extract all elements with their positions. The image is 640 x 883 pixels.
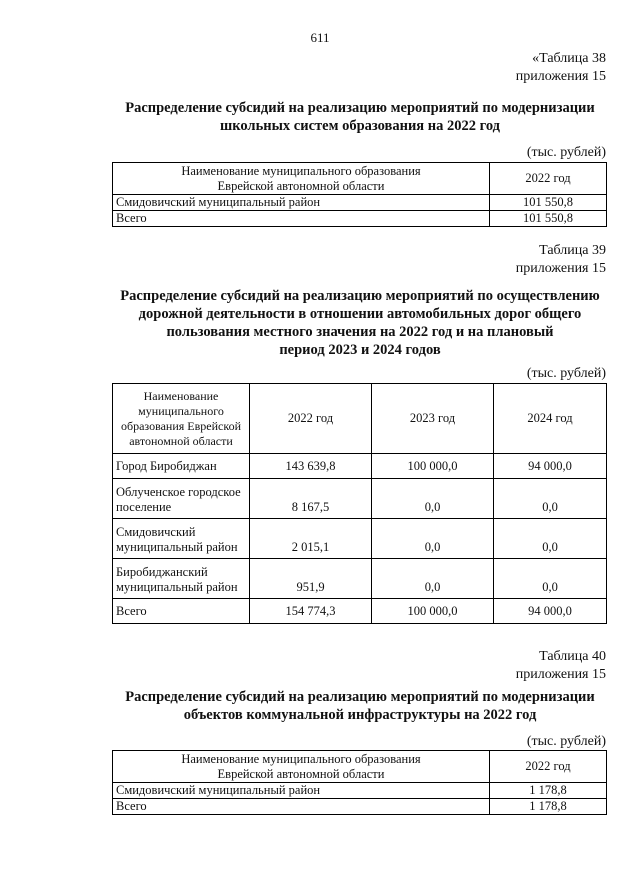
header-line: Наименование xyxy=(143,388,219,403)
title-line: Распределение субсидий на реализацию мероприятий по осуществлению xyxy=(120,288,600,304)
table-ref-line: Таблица 40 xyxy=(539,649,606,664)
header-line: муниципального xyxy=(138,403,224,418)
row-value: 101 550,8 xyxy=(490,211,607,227)
header-name-cell xyxy=(113,163,490,195)
table-ref-line: Таблица 39 xyxy=(539,243,606,258)
row-name: Смидовичский муниципальный район xyxy=(113,195,490,211)
row-name: Всего xyxy=(113,211,490,227)
table-38-reference xyxy=(516,50,606,86)
table-ref-line: приложения 15 xyxy=(515,667,606,682)
row-name: Всего xyxy=(113,799,490,815)
header-line: Еврейской автономной области xyxy=(217,178,385,193)
row-value-2024: 94 000,0 xyxy=(494,599,607,624)
header-line: автономной области xyxy=(129,433,233,448)
title-line: период 2023 и 2024 годов xyxy=(279,342,441,358)
table-ref-line: «Таблица 38 xyxy=(532,51,606,66)
table-row xyxy=(113,211,607,227)
table-row xyxy=(113,195,607,211)
title-line: школьных систем образования на 2022 год xyxy=(219,118,501,134)
table-row xyxy=(113,479,607,519)
table-39-title xyxy=(100,287,620,359)
header-line: Наименование муниципального образования xyxy=(181,751,421,766)
unit-label: (тыс. рублей) xyxy=(526,366,606,381)
table-40 xyxy=(112,750,607,815)
header-year-cell: 2024 год xyxy=(494,384,607,454)
table-row xyxy=(113,783,607,799)
row-name xyxy=(113,599,250,624)
row-name-line: Облученское городское xyxy=(116,485,241,499)
header-line: Еврейской автономной области xyxy=(217,766,385,781)
title-line: дорожной деятельности в отношении автомобильных дорог общего xyxy=(138,306,582,322)
row-value-2023: 100 000,0 xyxy=(372,599,494,624)
row-value-2022: 8 167,5 xyxy=(250,479,372,519)
table-39 xyxy=(112,383,607,624)
table-ref-line: приложения 15 xyxy=(515,261,606,276)
header-line: Наименование муниципального образования xyxy=(181,163,421,178)
header-year-cell: 2022 год xyxy=(490,163,607,195)
row-value-2022: 143 639,8 xyxy=(250,454,372,479)
row-name xyxy=(113,454,250,479)
header-year-cell: 2022 год xyxy=(250,384,372,454)
title-line: объектов коммунальной инфраструктуры на 2022 год xyxy=(183,707,537,723)
row-value: 1 178,8 xyxy=(490,799,607,815)
row-value-2023: 100 000,0 xyxy=(372,454,494,479)
table-40-title xyxy=(100,688,620,724)
title-line: пользования местного значения на 2022 год и на плановый xyxy=(166,324,554,340)
row-name-line: Смидовичский xyxy=(116,525,196,539)
row-name-line: Город Биробиджан xyxy=(116,458,217,473)
row-name-line: муниципальный район xyxy=(116,580,238,594)
table-row xyxy=(113,799,607,815)
header-year-cell: 2022 год xyxy=(490,751,607,783)
table-row xyxy=(113,559,607,599)
table-38-title xyxy=(100,99,620,135)
header-year-cell: 2023 год xyxy=(372,384,494,454)
table-row xyxy=(113,599,607,624)
row-value-2024: 0,0 xyxy=(494,519,607,559)
table-row xyxy=(113,519,607,559)
table-40-reference xyxy=(516,648,606,684)
row-value-2024: 0,0 xyxy=(494,559,607,599)
row-name xyxy=(113,559,250,599)
table-38 xyxy=(112,162,607,227)
row-name xyxy=(113,479,250,519)
row-name-line: Биробиджанский xyxy=(116,565,208,579)
unit-label: (тыс. рублей) xyxy=(526,734,606,749)
table-ref-line: приложения 15 xyxy=(515,69,606,84)
row-value-2022: 951,9 xyxy=(250,559,372,599)
row-name-line: муниципальный район xyxy=(116,540,238,554)
table-39-reference xyxy=(516,242,606,278)
page-number: 611 xyxy=(310,30,330,45)
row-value-2024: 94 000,0 xyxy=(494,454,607,479)
table-row xyxy=(113,454,607,479)
row-name xyxy=(113,519,250,559)
header-line: образования Еврейской xyxy=(120,418,241,433)
row-value-2022: 154 774,3 xyxy=(250,599,372,624)
row-value-2023: 0,0 xyxy=(372,519,494,559)
row-name-line: поселение xyxy=(116,500,172,514)
row-value: 1 178,8 xyxy=(490,783,607,799)
row-value: 101 550,8 xyxy=(490,195,607,211)
unit-label: (тыс. рублей) xyxy=(526,145,606,160)
row-value-2023: 0,0 xyxy=(372,479,494,519)
row-value-2024: 0,0 xyxy=(494,479,607,519)
title-line: Распределение субсидий на реализацию мероприятий по модернизации xyxy=(125,100,595,116)
row-value-2022: 2 015,1 xyxy=(250,519,372,559)
row-name-line: Всего xyxy=(116,603,147,618)
row-value-2023: 0,0 xyxy=(372,559,494,599)
row-name: Смидовичский муниципальный район xyxy=(113,783,490,799)
header-name-cell xyxy=(113,384,250,454)
title-line: Распределение субсидий на реализацию мероприятий по модернизации xyxy=(125,689,595,705)
header-name-cell xyxy=(113,751,490,783)
